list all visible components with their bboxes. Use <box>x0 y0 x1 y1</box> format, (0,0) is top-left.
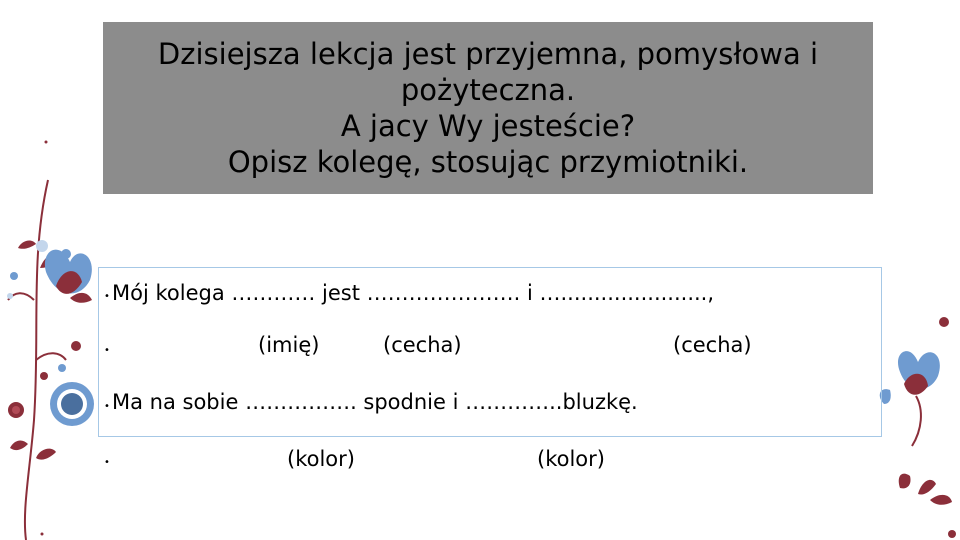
hint-trait: (cecha) <box>383 333 462 357</box>
bullet: • <box>104 457 110 468</box>
bullet: • <box>104 345 110 356</box>
title-line: A jacy Wy jesteście? <box>340 109 636 143</box>
hint-color: (kolor) <box>287 447 355 471</box>
sentence-2: Ma na sobie ……………. spodnie i …………..bluzkę. <box>112 390 638 414</box>
sentence-1: Mój kolega ………… jest …………………. i …......................, <box>112 281 715 305</box>
title-box <box>103 22 873 194</box>
bullet: • <box>104 291 110 302</box>
hint-name: (imię) <box>258 333 320 357</box>
bullet: • <box>104 401 110 412</box>
hint-trait: (cecha) <box>673 333 752 357</box>
title-line: pożyteczna. <box>400 73 576 107</box>
hint-color: (kolor) <box>537 447 605 471</box>
title-line: Dzisiejsza lekcja jest przyjemna, pomysłowa i <box>157 37 819 71</box>
title-line: Opisz kolegę, stosując przymiotniki. <box>227 145 749 179</box>
